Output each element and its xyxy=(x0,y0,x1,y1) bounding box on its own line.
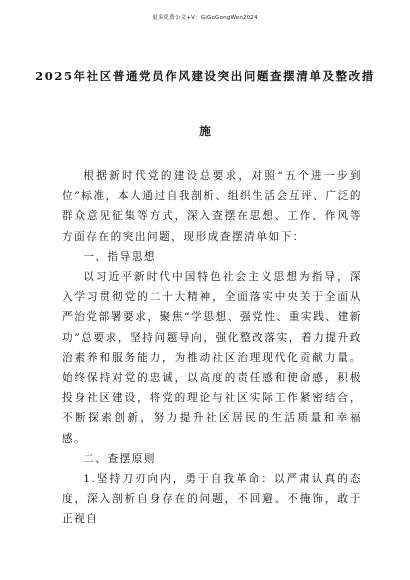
document-title-continued: 施 xyxy=(199,124,211,138)
header-note: 更多免费公文+V：GiGoGongWen2024 xyxy=(152,15,258,21)
intro-paragraph: 根据新时代党的建设总要求，对照“五个进一步到位”标准，本人通过自我剖析、组织生活会互评、广泛的群众意见征集等方式，深入查摆在思想、工作、作风等方面存在的突出问题，现形成查摆清单如下： xyxy=(62,170,362,243)
guiding-thought-paragraph: 以习近平新时代中国特色社会主义思想为指导，深入学习贯彻党的二十大精神，全面落实中央关于全面从严治党部署要求，聚焦“学思想、强党性、重实践、建新功”总要求，坚持问题导向，强化整改落实，着力提升政治素养和服务能力，为推动社区治理现代化贡献力量。始终保持对党的忠诚，以高度的责任感和使命感，积极投身社区建设，将党的理论与社区实际工作紧密结合，不断探索创新，努力提升社区居民的生活质量和幸福感。 xyxy=(62,271,362,445)
document-title: 2025年社区普通党员作风建设突出问题查摆清单及整改措 xyxy=(35,69,375,83)
principle-paragraph-1: 1.坚持刀刃向内，勇于自我革命：以严肃认真的态度，深入剖析自身存在的问题，不回避、不掩饰，敢于正视自 xyxy=(62,473,362,526)
section-heading-guiding-thought: 一、指导思想 xyxy=(83,250,157,263)
section-heading-principles: 二、查摆原则 xyxy=(83,452,157,465)
document-body xyxy=(62,166,362,530)
